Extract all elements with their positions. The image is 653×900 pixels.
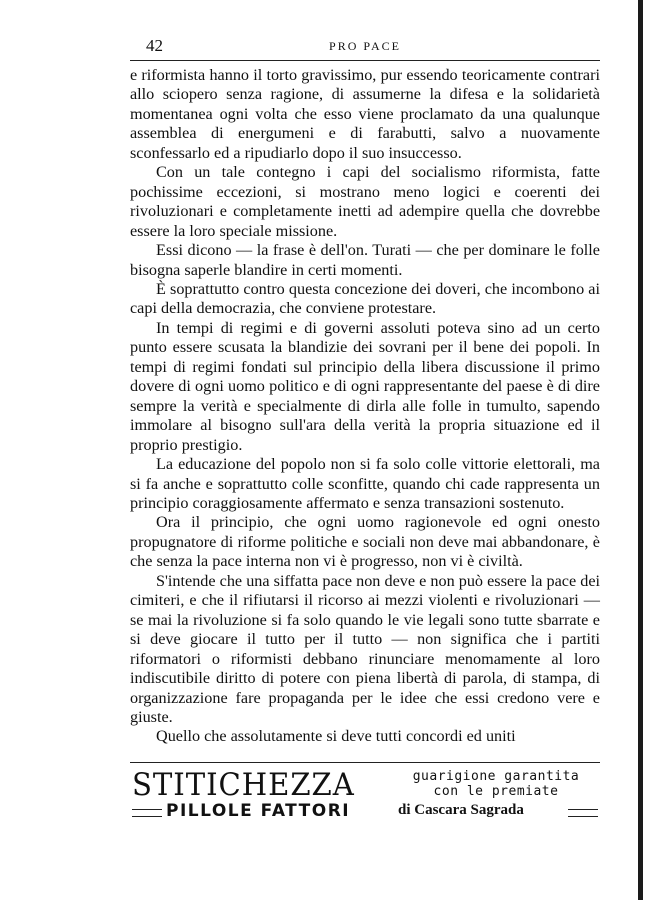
paragraph: La educazione del popolo non si fa solo colle vittorie elettorali, ma si fa anche e soprattutto colle sconfitte, quando chi cade rappresenta un principio coraggiosamente affermato e senza transazioni sostenuto. [130, 455, 600, 512]
body-text [130, 66, 600, 747]
ad-headline: STITICHEZZA [132, 767, 355, 803]
ad-product-line [130, 801, 600, 823]
ad-tagline-line1: guarigione garantita [412, 769, 580, 784]
ad-dash-right [568, 809, 598, 817]
ad-product-name: PILLOLE FATTORI [166, 801, 351, 821]
page-number: 42 [146, 36, 163, 55]
page-header [130, 36, 600, 58]
paragraph: Essi dicono — la frase è dell'on. Turati — che per dominare le folle bisogna saperle blandire in certi momenti. [130, 241, 600, 279]
ad-tagline-line2: con le premiate [433, 784, 559, 799]
paragraph: In tempi di regimi e di governi assoluti poteva sino ad un certo punto essere scusata la blandizie dei sovrani per il bene dei popoli. In tempi di regimi fondati sul principio della libera discussione il primo dovere di ogni uomo politico e di ogni rappresentante del paese è di dire sempre la verità e specialmente di dirla alle folle in tumulto, sapendo immolare al bisogno sull'ara della verità la propria situazione ed il proprio prestigio. [130, 318, 600, 454]
paragraph: Con un tale contegno i capi del socialismo riformista, fatte pochissime eccezioni, si mostrano meno logici e coerenti dei rivoluzionari e completamente inetti ad adempire quella che dovrebbe essere la loro speciale missione. [130, 163, 600, 240]
running-title: PRO PACE [329, 39, 401, 53]
page-edge-bar [638, 0, 643, 900]
ad-dash-left [132, 809, 162, 817]
paragraph: S'intende che una siffatta pace non deve e non può essere la pace dei cimiteri, e che il rifiutarsi il ricorso ai mezzi violenti e rivoluzionari — se mai la rivoluzione si fa solo quando le vie legali sono tutte sbarrate e si deve giocare il tutto per il tutto — non significa che i partiti riformatori o riformisti debbano rinunciare menomamente al loro indiscutibile diritto di potere con piena libertà di parola, di stampa, di organizzazione fare propaganda per le idee che essi credono vere e giuste. [130, 571, 600, 726]
paragraph: Quello che assolutamente si deve tutti concordi ed uniti [156, 727, 516, 746]
advertisement [130, 762, 600, 822]
ad-top-rule [130, 762, 600, 763]
paragraph: e riformista hanno il torto gravissimo, pur essendo teoricamente contrari allo sciopero senza ragione, di assumerne la difesa e la solidarietà momentanea ogni volta che esso viene proclamato da una qualunque assemblea di energumeni e di farabutti, salvo a nuovamente sconfessarlo ed a ripudiarlo dopo il suo insuccesso. [130, 66, 600, 162]
ad-tagline [392, 769, 600, 799]
paragraph: È soprattutto contro questa concezione dei doveri, che incombono ai capi della democrazia, che conviene protestare. [130, 279, 600, 318]
paragraph: Ora il principio, che ogni uomo ragionevole ed ogni onesto propugnatore di riforme politiche e sociali non deve mai abbandonare, è che senza la pace interna non vi è progresso, non vi è civiltà. [130, 513, 600, 571]
ad-ingredient: di Cascara Sagrada [398, 802, 524, 818]
header-rule [130, 60, 600, 61]
